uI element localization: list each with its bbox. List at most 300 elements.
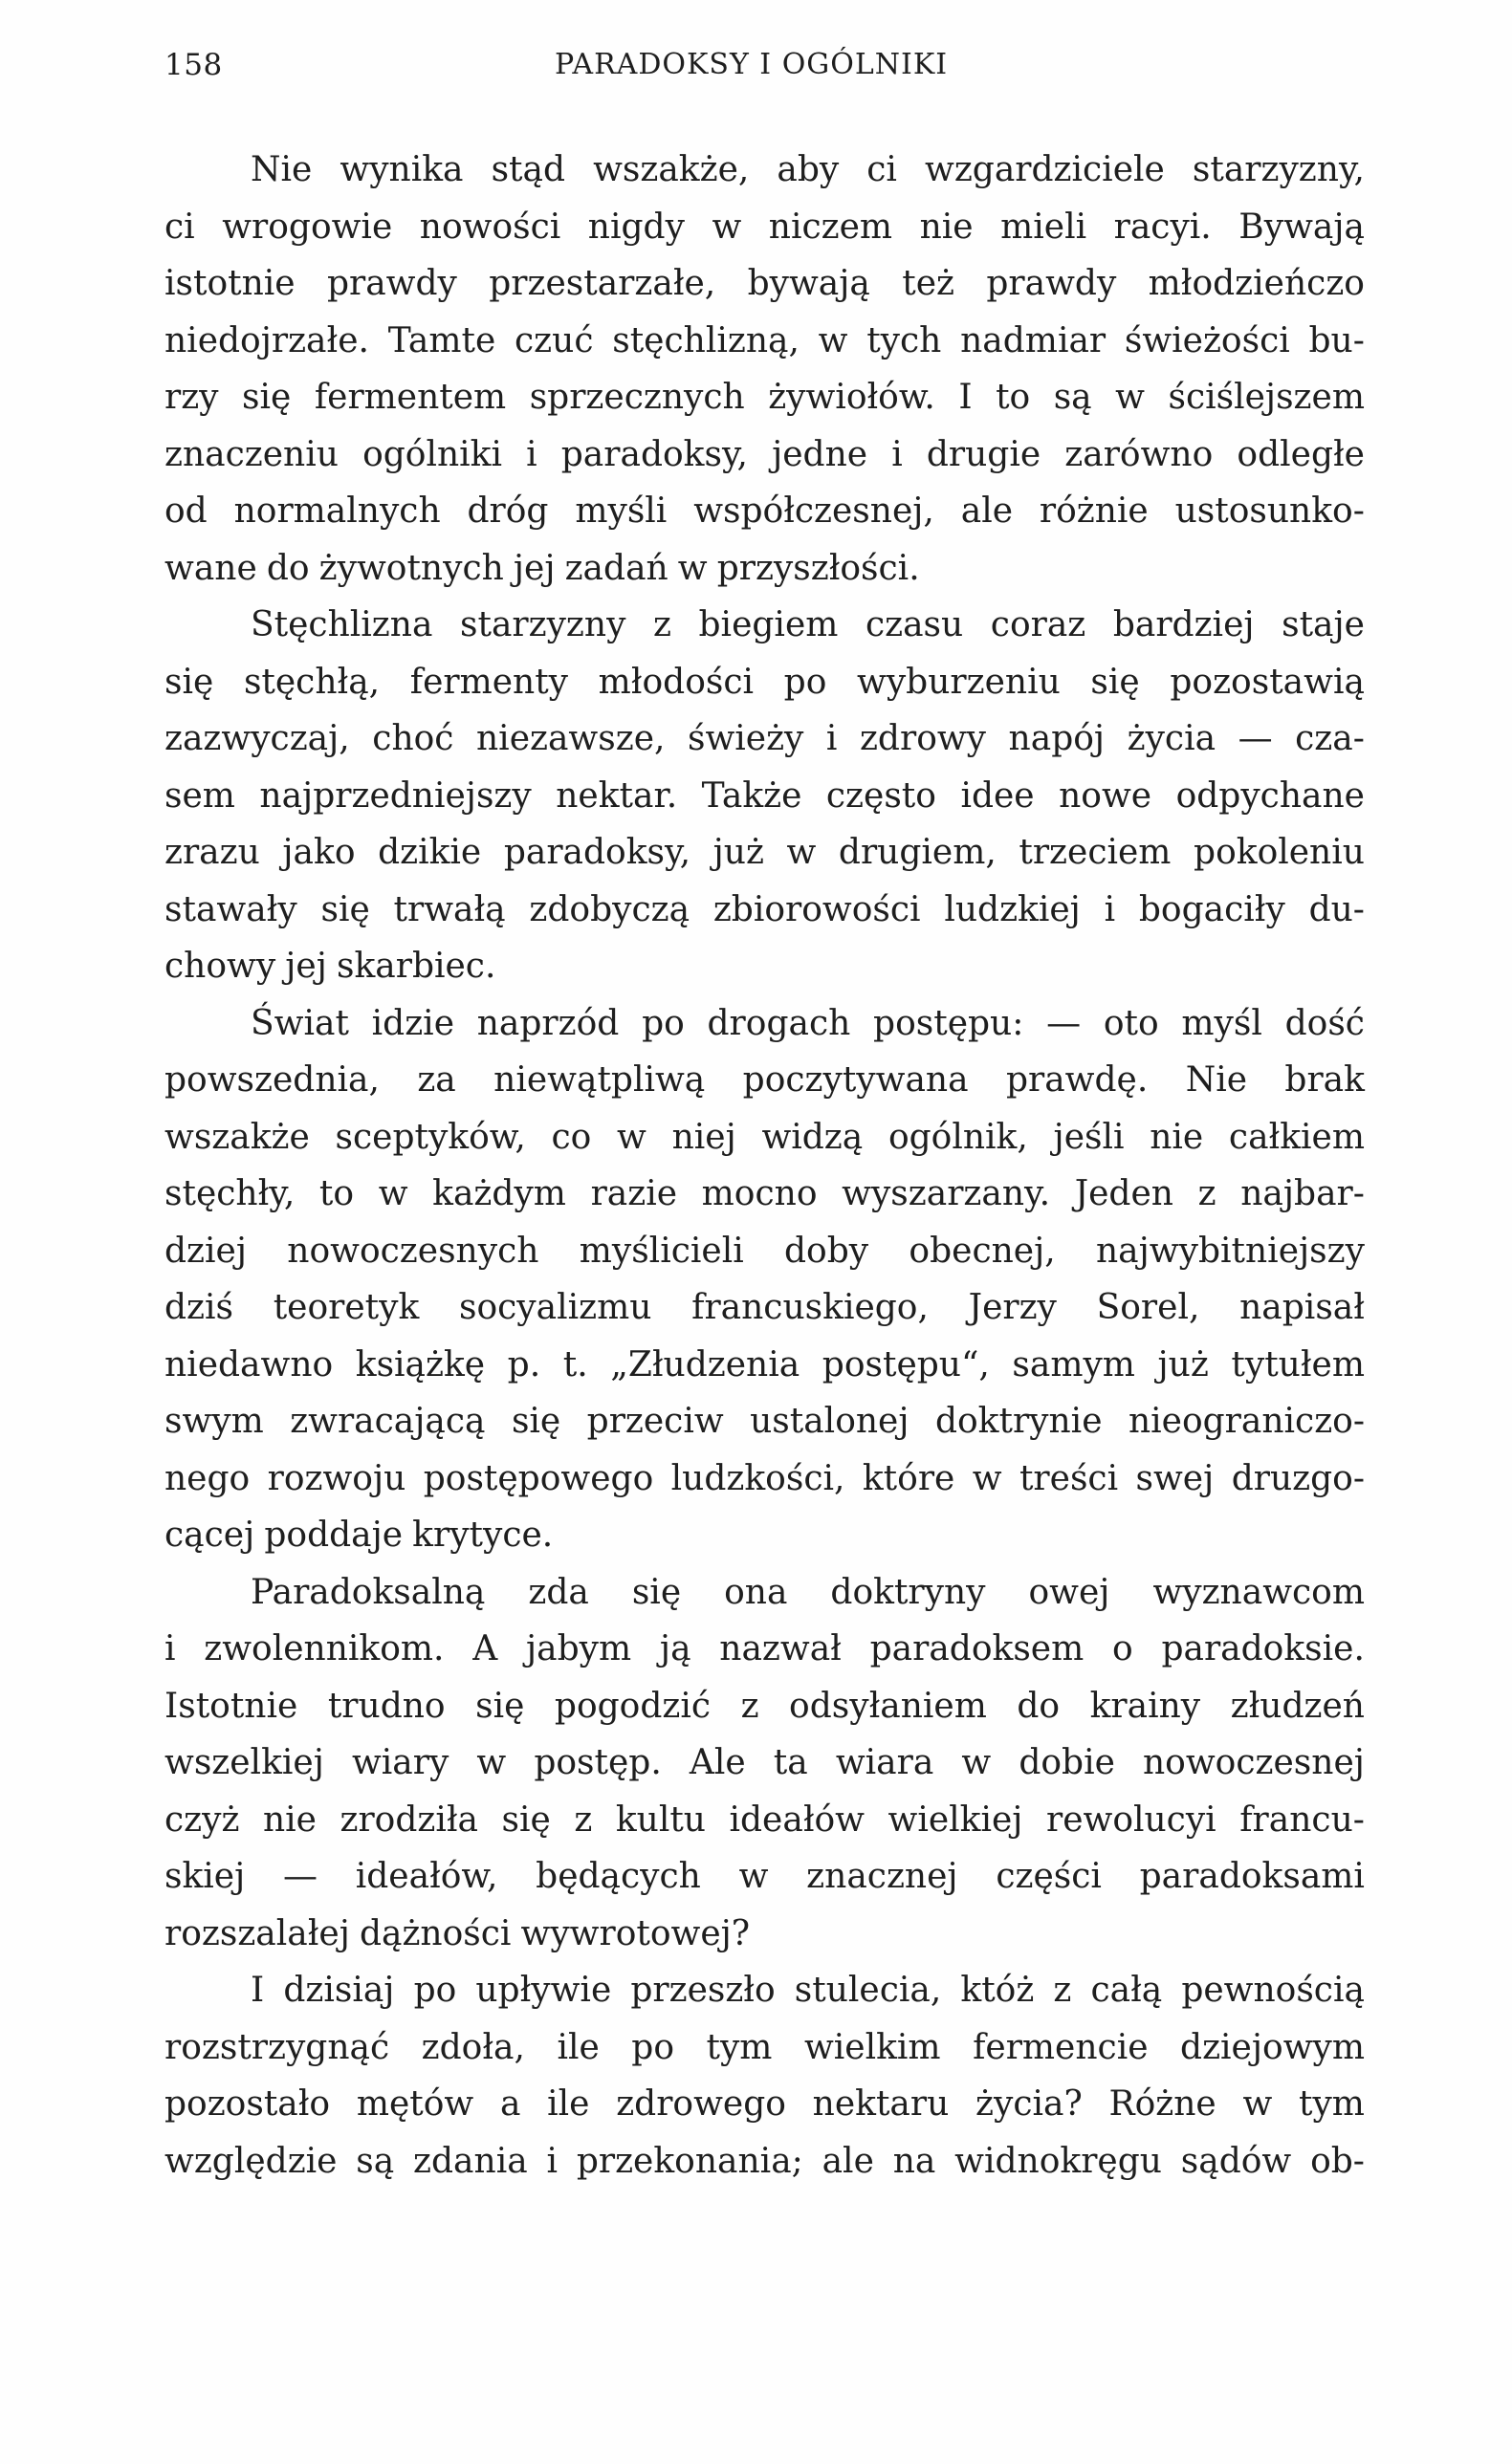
word: w [1242,2084,1273,2124]
word: myśli [575,491,668,531]
word: ludzkiej [944,889,1081,929]
text-line [164,2133,1365,2191]
word: ustosunko- [1174,491,1365,531]
word: w [378,1174,408,1213]
word: ale [960,491,1014,531]
word: ustalonej [750,1402,909,1441]
word: aby [777,150,840,189]
word: dzikie [378,833,482,872]
text-line [164,654,1365,711]
word: nie [1150,1117,1204,1157]
word: poddaje [264,1515,404,1555]
word: skarbiec. [336,947,496,986]
word: któż [960,1971,1035,2010]
word: najbar- [1240,1174,1365,1213]
word: starzyzny, [1192,150,1365,189]
text-line [164,1450,1365,1508]
word: wiara [835,1743,934,1782]
word: tym [1299,2084,1365,2124]
word: dążności [359,1913,512,1953]
word: wywrotowej? [520,1913,751,1953]
word: wyznawcom [1152,1572,1365,1612]
word: z [574,1799,593,1840]
word: są [356,2141,395,2181]
text-line [164,199,1365,256]
word: dość [1284,1003,1365,1043]
text-line [164,1052,1365,1109]
word: tytułem [1231,1344,1365,1385]
word: za [417,1060,456,1100]
word: ją [659,1629,691,1668]
word: normalnych [233,491,441,531]
word: — [1046,1003,1082,1043]
word: będących [536,1857,701,1896]
word: mieli [1000,207,1087,247]
word: pozostało [164,2084,331,2124]
word: nektar. [556,775,678,816]
word: życia [1127,719,1216,758]
word: w [786,833,817,872]
word: racyi. [1113,207,1212,247]
word: stęchlizną, [612,320,800,360]
word: przekonania; [576,2141,803,2181]
word: paradoksy, [560,434,748,474]
word: w [476,1743,507,1782]
word: złudzeń [1230,1686,1365,1726]
word: skiej [164,1857,246,1896]
word: co [551,1117,592,1157]
word: to [996,378,1031,417]
word: rozstrzygnąć [164,2027,390,2067]
word: ogólniki [362,434,502,474]
word: napisał [1239,1288,1365,1327]
word: całkiem [1228,1117,1365,1157]
text-line [164,2019,1365,2077]
word: sem [164,775,235,816]
word: francu- [1239,1799,1365,1840]
word: zdoła, [421,2027,525,2067]
word: życia? [975,2084,1083,2124]
word: „Złudzenia [610,1344,800,1385]
word: każdym [432,1174,566,1213]
word: w [1115,378,1145,417]
word: wrogowie [222,207,393,247]
word: sprzecznych [529,378,745,417]
word: świeżości [1124,320,1290,360]
text-line [164,1962,1365,2019]
text-line [164,313,1365,370]
word: biegiem [698,605,839,644]
word: nowości [419,207,561,247]
word: wyburzeniu [857,662,1061,702]
word: ile [547,2084,590,2124]
word: już [1157,1344,1209,1385]
word: niedojrzałe. [164,320,369,360]
word: teoretyk [273,1288,420,1327]
word: paradoksy, [503,833,691,872]
word: t. [562,1344,588,1385]
word: dziej [164,1231,247,1271]
word: starzyzny [460,605,626,644]
word: to [318,1174,355,1213]
word: się [320,889,370,929]
word: mocno [701,1174,818,1213]
word: krainy [1089,1686,1201,1726]
text-line [164,1337,1365,1394]
word: niczem [768,207,893,247]
word: zdania [413,2141,528,2181]
word: choć [372,719,454,758]
word: w [972,1458,1002,1498]
word: ile [557,2027,600,2067]
word: po [642,1003,685,1043]
word: postępu: [873,1003,1024,1043]
word: i [164,1629,176,1668]
word: wielkim [803,2027,941,2067]
word: różnie [1039,491,1149,531]
word: wynika [340,150,464,189]
word: przeszło [630,1971,776,2010]
word: du- [1308,889,1365,929]
word: drugiem, [838,833,997,872]
word: zdrowy [859,719,987,758]
word: oto [1103,1003,1159,1043]
word: i [546,2141,559,2181]
word: stęchłą, [243,662,381,702]
word: wane [164,548,257,588]
word: się [501,1799,551,1840]
word: upływie [475,1971,612,2010]
word: nowoczesnych [287,1231,539,1271]
word: zbiorowości [712,889,921,929]
word: ci [866,150,897,189]
text-line [164,1223,1365,1280]
word: pokoleniu [1194,833,1365,872]
word: nie [262,1799,317,1840]
word: poczytywana [742,1060,969,1100]
page-number: 158 [164,48,223,82]
word: jej [285,947,327,986]
word: już [712,833,764,872]
word: postępu“, [822,1344,990,1385]
word: trudno [327,1686,446,1726]
word: Jeden [1074,1174,1173,1213]
word: doktrynie [934,1402,1103,1441]
word: czyż [164,1799,240,1840]
word: Nie [1185,1060,1248,1100]
text-line [164,938,1365,995]
word: po [631,2027,674,2067]
word: zwolennikom. [204,1629,445,1668]
word: i [825,719,838,758]
word: niedawno [164,1344,334,1385]
word: pewnością [1181,1971,1365,2010]
word: względzie [164,2141,338,2181]
word: zrazu [164,833,260,872]
word: książkę [355,1344,486,1385]
word: młodości [598,662,755,702]
running-head [164,48,1365,90]
word: zarówno [1064,434,1214,474]
word: które [862,1458,955,1498]
word: trzeciem [1019,833,1172,872]
word: się [164,662,214,702]
word: na [892,2141,936,2181]
word: czasu [865,605,964,644]
word: mętów [356,2084,474,2124]
text-line [164,540,1365,598]
word: swej [1135,1458,1215,1498]
word: krytyce. [412,1515,554,1555]
running-title: PARADOKSY I OGÓLNIKI [555,48,949,81]
word: Stęchlizna [251,605,433,644]
word: z [652,605,671,644]
word: doktryny [830,1572,986,1612]
word: nowe [1059,775,1152,816]
word: prawdę. [1005,1060,1149,1100]
word: prawdy [326,264,457,303]
word: Sorel, [1096,1288,1200,1327]
word: dzisiaj [283,1971,395,2010]
word: nowoczesnej [1143,1743,1365,1782]
word: myśl [1181,1003,1262,1043]
word: zazwyczaj, [164,719,350,758]
text-line [164,1507,1365,1564]
word: drogach [707,1003,851,1043]
word: brak [1284,1060,1365,1100]
word: są [1053,378,1092,417]
word: jako [282,833,356,872]
word: swym [164,1402,264,1441]
word: jej [513,548,556,588]
word: samym [1012,1344,1135,1385]
word: Tamte [387,320,496,360]
text-line [164,1393,1365,1450]
word: od [164,491,208,531]
word: sceptyków, [335,1117,526,1157]
word: współczesnej, [693,491,934,531]
text-line [164,1848,1365,1906]
word: ale [822,2141,874,2181]
word: druzgo- [1231,1458,1365,1498]
word: się [631,1572,682,1612]
word: zrodziła [340,1799,478,1840]
word: się [511,1402,561,1441]
word: tych [866,320,942,360]
word: A [472,1629,498,1668]
text-line [164,824,1365,882]
word: obecnej, [909,1231,1056,1271]
text-line [164,2076,1365,2133]
body-text [164,142,1365,2190]
word: tym [706,2027,773,2067]
word: dziejowym [1180,2027,1365,2067]
word: nie [919,207,974,247]
text-line [164,142,1365,199]
word: francuskiego, [691,1288,929,1327]
word: socyalizmu [458,1288,652,1327]
word: ideałów, [355,1857,498,1896]
word: dziś [164,1288,233,1327]
word: w [712,207,742,247]
word: z [1197,1174,1216,1213]
word: wiary [351,1743,449,1782]
word: bu- [1308,320,1365,360]
word: paradoksie. [1161,1629,1365,1668]
word: w [677,548,708,588]
text-line [164,710,1365,768]
word: nazwał [719,1629,842,1668]
word: zdrowego [616,2084,786,2124]
word: najprzedniejszy [259,775,532,816]
word: treści [1019,1458,1119,1498]
word: nego [164,1458,251,1498]
word: — [283,1857,318,1896]
text-line [164,369,1365,426]
word: p. [507,1344,541,1385]
word: stulecia, [794,1971,942,2010]
word: zwracającą [290,1402,486,1441]
word: o [1112,1629,1133,1668]
text-line [164,1166,1365,1223]
word: ogólnik, [887,1117,1028,1157]
word: coraz [990,605,1086,644]
word: fermenty [409,662,569,702]
word: odsyłaniem [789,1686,987,1726]
word: po [413,1971,457,2010]
word: rewolucyi [1045,1799,1216,1840]
word: I [251,1971,265,2010]
text-line [164,995,1365,1053]
text-line [164,1279,1365,1337]
word: z [740,1686,759,1726]
word: chowy [164,947,276,986]
word: bogaciły [1138,889,1285,929]
word: zdobyczą [529,889,690,929]
word: do [1017,1686,1061,1726]
word: myślicieli [579,1231,744,1271]
word: do [266,548,310,588]
word: Jerzy [968,1288,1057,1327]
word: zadań [564,548,668,588]
word: jeśli [1053,1117,1125,1157]
word: wszakże, [593,150,750,189]
word: fermentem [314,378,507,417]
word: ściślejszem [1168,378,1365,417]
word: ta [773,1743,808,1782]
word: Paradoksalną [251,1572,486,1612]
text-line [164,882,1365,939]
word: cącej [164,1515,255,1555]
word: dróg [467,491,549,531]
word: wszelkiej [164,1743,324,1782]
word: stąd [491,150,566,189]
word: Świat [251,1003,349,1043]
word: jabym [526,1629,632,1668]
word: żywiołów. [768,378,935,417]
text-line [164,426,1365,484]
word: wzgardziciele [925,150,1165,189]
word: stawały [164,889,297,929]
text-line [164,1906,1365,1963]
word: części [996,1857,1102,1896]
word: ideałów [729,1799,865,1840]
word: stęchły, [164,1174,296,1213]
word: nektaru [812,2084,950,2124]
word: doby [784,1231,869,1271]
word: idee [960,775,1035,816]
word: z [1053,1971,1072,2010]
word: nadmiar [960,320,1107,360]
word: niewątpliwą [493,1060,706,1100]
word: Różne [1108,2084,1216,2124]
word: paradoksami [1139,1857,1365,1896]
word: też [902,264,955,303]
word: istotnie [164,264,296,303]
word: sądów [1180,2141,1292,2181]
word: po [783,662,827,702]
word: niezawsze, [476,719,666,758]
word: widzą [761,1117,864,1157]
word: kultu [615,1799,706,1840]
word: często [825,775,936,816]
word: wielkiej [887,1799,1023,1840]
word: powszednia, [164,1060,380,1100]
word: wyszarzany. [842,1174,1051,1213]
word: w [738,1857,769,1896]
text-line [164,768,1365,825]
word: pogodzić [554,1686,712,1726]
word: świeży [687,719,804,758]
word: się [242,378,292,417]
word: znacznej [806,1857,958,1896]
word: ludzkości, [670,1458,845,1498]
word: odpychane [1175,775,1365,816]
text-line [164,255,1365,313]
word: — [1238,719,1273,758]
word: paradoksem [869,1629,1085,1668]
word: i [526,434,537,474]
text-line [164,1109,1365,1167]
word: znaczeniu [164,434,339,474]
word: przestarzałe, [489,264,716,303]
word: I [958,378,973,417]
word: w [818,320,848,360]
word: owej [1028,1572,1110,1612]
word: bywają [747,264,870,303]
word: bardziej [1112,605,1255,644]
word: rzy [164,378,219,417]
word: przeciw [586,1402,724,1441]
word: prawdy [986,264,1117,303]
word: jedne [772,434,868,474]
word: ci [164,207,195,247]
word: razie [590,1174,678,1213]
word: nieograniczo- [1128,1402,1365,1441]
word: się [475,1686,525,1726]
word: i [1104,889,1116,929]
text-line [164,1734,1365,1792]
word: ona [724,1572,788,1612]
word: się [1090,662,1140,702]
text-line [164,1792,1365,1849]
word: czuć [515,320,594,360]
word: rozszalałej [164,1913,350,1953]
word: a [499,2084,521,2124]
word: drugie [926,434,1041,474]
word: Ale [689,1743,746,1782]
text-line [164,1621,1365,1678]
